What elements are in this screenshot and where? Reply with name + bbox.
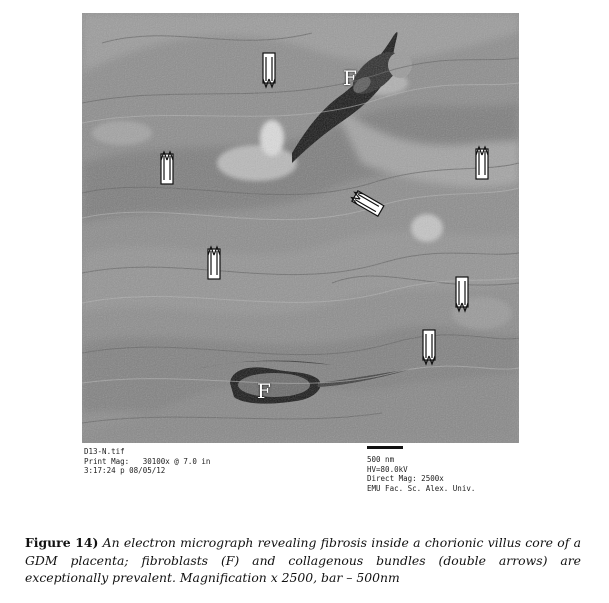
high-voltage: HV=80.0kV	[367, 464, 408, 474]
micrograph-image	[82, 13, 519, 443]
image-metadata-right	[367, 455, 475, 493]
double-arrow-5	[208, 247, 220, 279]
fibroblast-label-top: F	[343, 66, 357, 90]
figure-caption	[25, 534, 581, 587]
timestamp: 3:17:24 p 08/05/12	[84, 466, 166, 475]
double-arrow-1	[263, 53, 275, 87]
print-magnification: Print Mag: 30100x @ 7.0 in	[84, 456, 211, 466]
electron-micrograph	[82, 13, 519, 443]
image-metadata-left	[84, 447, 210, 476]
double-arrow-7	[423, 330, 435, 364]
institution: EMU Fac. Sc. Alex. Univ.	[367, 483, 476, 493]
caption-text: An electron micrograph revealing fibrosis inside a chorionic villus core of a GDM placenta; fibroblasts (F) and collagenous bundles (double arrows) are exceptionally prevalent. Magnification x 2500, bar – 500nm	[25, 535, 581, 585]
double-arrow-2	[161, 152, 173, 184]
direct-magnification: Direct Mag: 2500x	[367, 474, 444, 483]
double-arrow-3	[476, 147, 488, 179]
filename: D13-N.tif	[84, 447, 125, 456]
double-arrow-6	[456, 277, 468, 311]
fibroblast-label-bottom: F	[257, 379, 271, 403]
caption-lead: Figure 14)	[25, 535, 99, 550]
scale-bar	[367, 446, 403, 449]
scale-label: 500 nm	[367, 455, 395, 464]
